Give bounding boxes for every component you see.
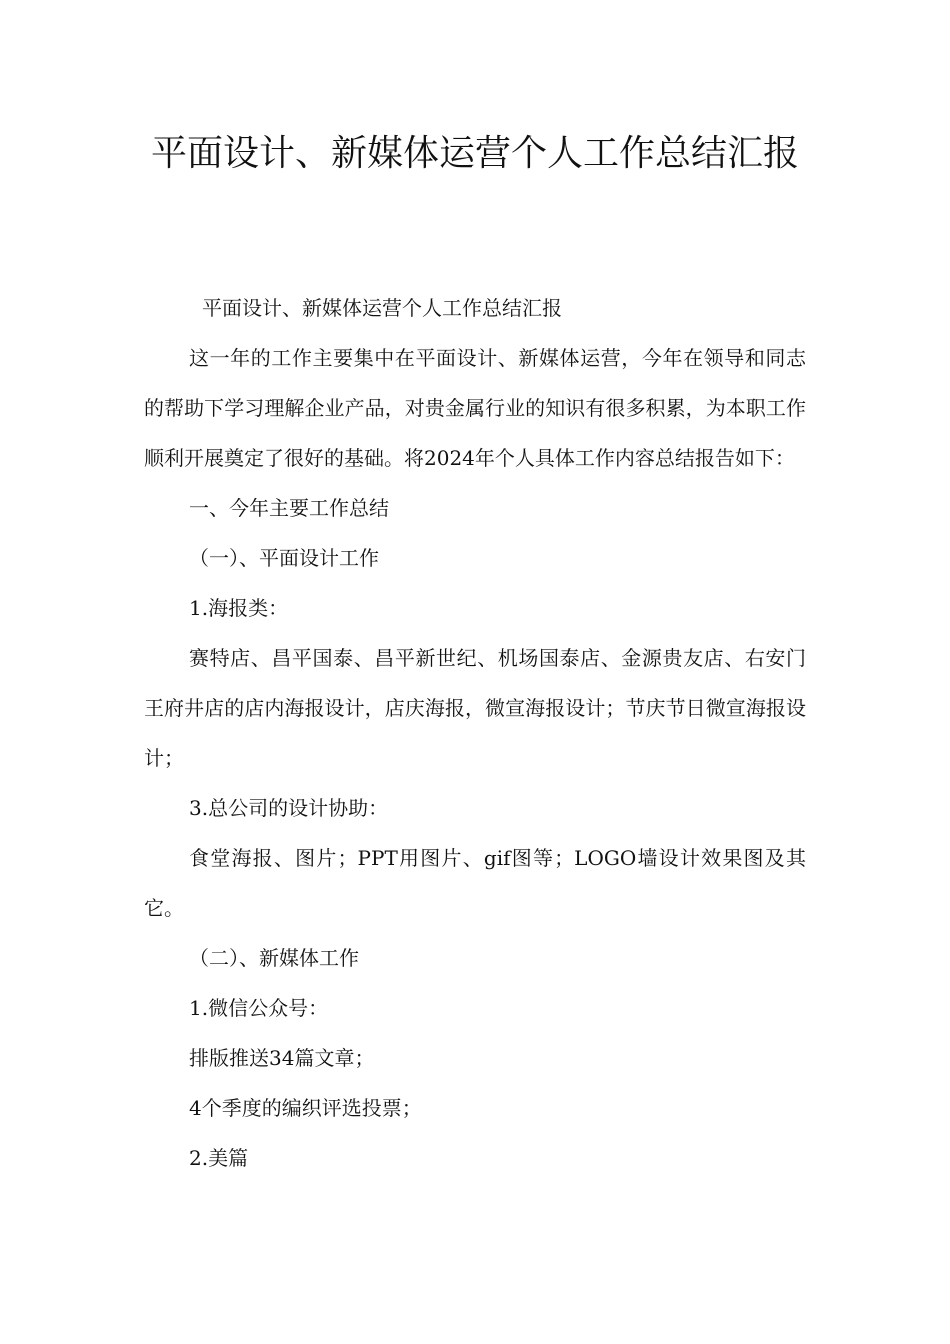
document-title: 平面设计、新媒体运营个人工作总结汇报 (150, 133, 799, 174)
body-paragraph: 赛特店、昌平国泰、昌平新世纪、机场国泰店、金源贵友店、右安门王府井店的店内海报设计，店庆海报，微宣海报设计；节庆节日微宣海报设计； (144, 646, 806, 770)
item-heading: 1.微信公众号： (189, 996, 329, 1020)
item-heading: 3.总公司的设计协助： (189, 796, 389, 820)
subtitle-paragraph: 平面设计、新媒体运营个人工作总结汇报 (202, 296, 562, 320)
body-paragraph: 4个季度的编织评选投票； (189, 1096, 422, 1120)
section-heading: 一、今年主要工作总结 (189, 496, 389, 520)
document-body (144, 283, 806, 1183)
subsection-heading: （二）、新媒体工作 (189, 946, 359, 970)
body-paragraph: 排版推送34篇文章； (189, 1046, 375, 1070)
intro-paragraph: 这一年的工作主要集中在平面设计、新媒体运营，今年在领导和同志的帮助下学习理解企业产品，对贵金属行业的知识有很多积累，为本职工作顺利开展奠定了很好的基础。将2024年个人具体工作内容总结报告如下： (144, 346, 806, 470)
item-heading: 2.美篇 (189, 1146, 249, 1170)
body-paragraph: 食堂海报、图片；PPT用图片、gif图等；LOGO墙设计效果图及其它。 (144, 846, 806, 920)
subsection-heading: （一）、平面设计工作 (189, 546, 379, 570)
item-heading: 1.海报类： (189, 596, 289, 620)
